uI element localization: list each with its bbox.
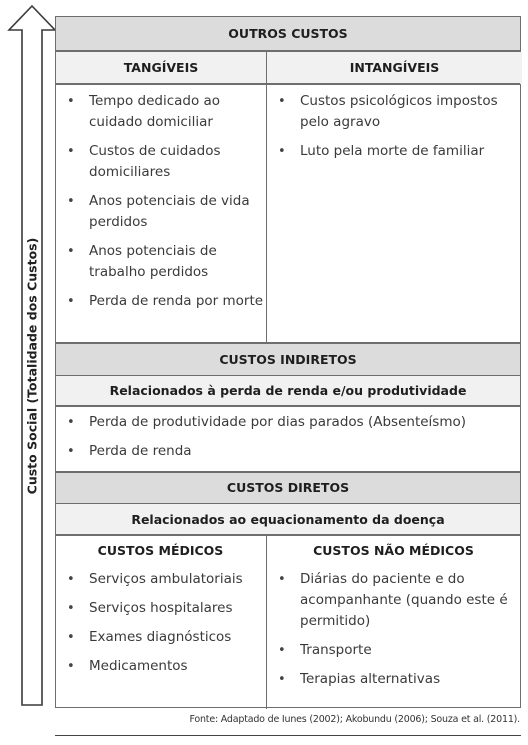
- medicos-item-text: Medicamentos: [89, 658, 188, 674]
- tangiveis-item: [56, 241, 264, 283]
- tangiveis-item-text: Custos de cuidados domiciliares: [89, 143, 221, 180]
- tangiveis-list: [56, 91, 264, 320]
- tangiveis-item-text: Perda de renda por morte: [89, 293, 264, 309]
- medicos-item: [56, 598, 264, 619]
- custos-indiretos-header: [56, 344, 520, 375]
- nao-medicos-item: [267, 640, 520, 661]
- cost-diagram: [55, 16, 521, 708]
- tangiveis-title: TANGÍVEIS: [123, 60, 199, 75]
- indiretos-item: [56, 412, 520, 433]
- bullet-icon: •: [67, 444, 75, 459]
- intangiveis-header: [267, 52, 522, 84]
- custos-nao-medicos-title: CUSTOS NÃO MÉDICOS: [313, 543, 474, 558]
- bullet-icon: •: [67, 294, 75, 309]
- bullet-icon: •: [67, 194, 75, 209]
- bullet-icon: •: [67, 630, 75, 645]
- custos-indiretos-subtitle: Relacionados à perda de renda e/ou produtividade: [109, 383, 467, 398]
- custos-diretos-subtitle: Relacionados ao equacionamento da doença: [131, 511, 445, 527]
- medicos-item: [56, 569, 264, 590]
- indiretos-item-text: Perda de produtividade por dias parados (Absenteísmo): [89, 414, 467, 430]
- bottom-rule: [55, 735, 521, 736]
- intangiveis-list: [267, 91, 520, 170]
- nao-medicos-item-text: Transporte: [300, 642, 372, 658]
- bullet-icon: •: [67, 144, 75, 159]
- medicos-item-text: Serviços ambulatoriais: [89, 571, 243, 587]
- tangiveis-item: [56, 291, 264, 312]
- bullet-icon: •: [67, 572, 75, 587]
- custos-nao-medicos-list: [267, 569, 520, 698]
- bullet-icon: •: [278, 572, 286, 587]
- custos-diretos-header: [56, 473, 520, 503]
- bullet-icon: •: [67, 415, 75, 430]
- tangiveis-item-text: Tempo dedicado ao cuidado domiciliar: [89, 93, 221, 130]
- outros-custos-title: OUTROS CUSTOS: [228, 26, 348, 41]
- medicos-item-text: Serviços hospitalares: [89, 600, 233, 616]
- bullet-icon: •: [67, 244, 75, 259]
- bullet-icon: •: [67, 94, 75, 109]
- intangiveis-title: INTANGÍVEIS: [349, 60, 440, 75]
- custos-medicos-title: CUSTOS MÉDICOS: [97, 543, 224, 558]
- outros-custos-header: [56, 17, 520, 50]
- intangiveis-item: [267, 91, 520, 133]
- indiretos-list: [56, 412, 520, 470]
- bullet-icon: •: [278, 94, 286, 109]
- bullet-icon: •: [67, 601, 75, 616]
- source-note: Fonte: Adaptado de Iunes (2002); Akobundu (2006); Souza et al. (2011).: [189, 714, 520, 725]
- custos-diretos-subheader: [56, 504, 520, 534]
- nao-medicos-item-text: Terapias alternativas: [300, 671, 441, 687]
- intangiveis-item: [267, 141, 520, 162]
- medicos-item-text: Exames diagnósticos: [89, 629, 232, 645]
- bullet-icon: •: [278, 672, 286, 687]
- custos-medicos-list: [56, 569, 264, 685]
- custos-indiretos-subheader: [56, 376, 520, 405]
- tangiveis-item: [56, 141, 264, 183]
- nao-medicos-item: [267, 569, 520, 632]
- medicos-item: [56, 627, 264, 648]
- nao-medicos-item-text: Diárias do paciente e do acompanhante (quando este é permitido): [300, 571, 508, 629]
- tangiveis-item-text: Anos potenciais de trabalho perdidos: [89, 243, 217, 280]
- custos-diretos-title: CUSTOS DIRETOS: [226, 480, 350, 495]
- indiretos-item: [56, 441, 520, 462]
- tangiveis-item-text: Anos potenciais de vida perdidos: [89, 193, 250, 230]
- axis-label-text: Custo Social (Totalidade dos Custos): [24, 237, 40, 495]
- custos-indiretos-title: CUSTOS INDIRETOS: [219, 351, 357, 367]
- intangiveis-item-text: Custos psicológicos impostos pelo agravo: [300, 93, 498, 130]
- tangiveis-item: [56, 91, 264, 133]
- medicos-item: [56, 656, 264, 677]
- indiretos-item-text: Perda de renda: [89, 443, 192, 459]
- tangiveis-header: [56, 52, 266, 84]
- tangiveis-item: [56, 191, 264, 233]
- bullet-icon: •: [67, 659, 75, 674]
- intangiveis-item-text: Luto pela morte de familiar: [300, 143, 485, 159]
- nao-medicos-item: [267, 669, 520, 690]
- bullet-icon: •: [278, 643, 286, 658]
- bullet-icon: •: [278, 144, 286, 159]
